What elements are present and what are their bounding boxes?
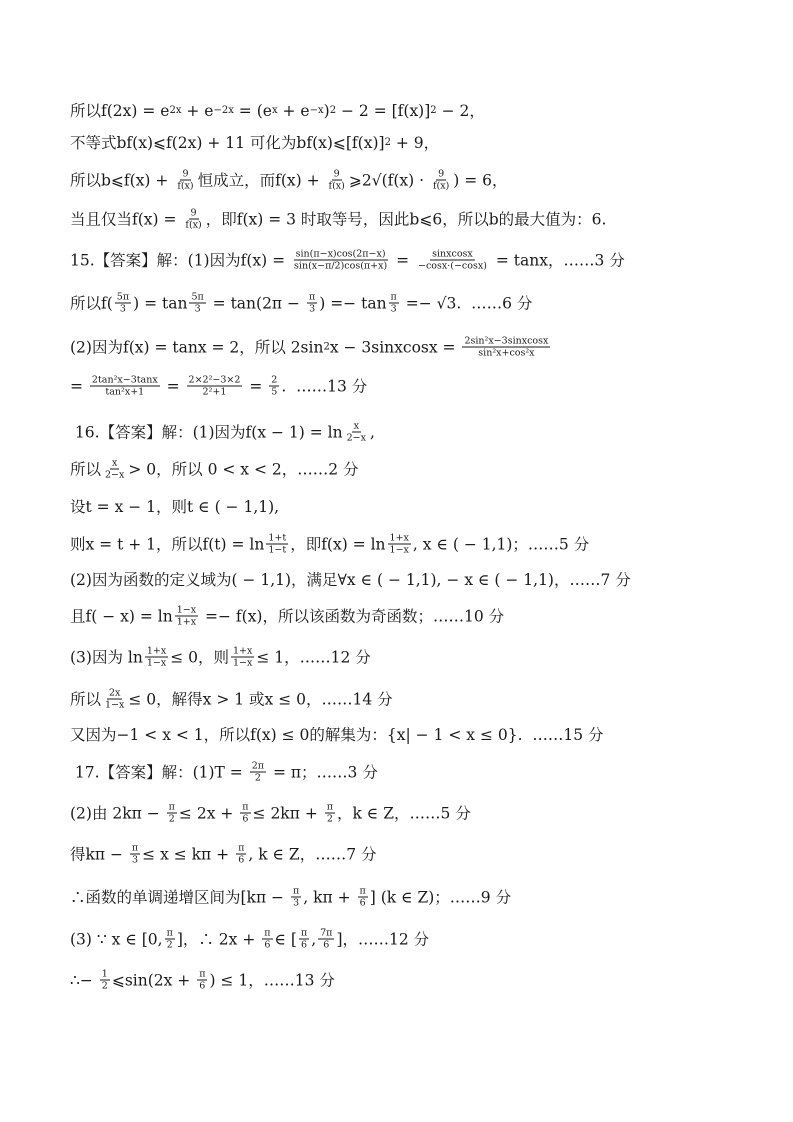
- text-segment: 设t = x − 1，则t ∈ ( − 1,1),: [70, 498, 280, 516]
- numerator: π: [390, 291, 397, 303]
- fraction: [325, 802, 335, 825]
- denominator: 6: [323, 939, 330, 951]
- text-segment: ，即f(x) = 3 时取等号，因此b⩽6，所以b的最大值为：6.: [205, 210, 607, 228]
- text-segment: ] (k ∈ Z)；……9 分: [369, 888, 512, 906]
- text-segment: ≤ 2x +: [178, 804, 239, 822]
- numerator: π: [131, 842, 139, 854]
- text-segment: ，即f(x) = ln: [290, 535, 386, 553]
- fraction: [115, 292, 131, 315]
- numerator: 5π: [191, 291, 204, 303]
- fraction: [165, 928, 175, 951]
- denominator: 2: [254, 772, 261, 784]
- text-line: [70, 886, 511, 909]
- text-segment: ≤ 2kπ +: [252, 804, 323, 822]
- text-line: [70, 497, 279, 517]
- fraction: [189, 292, 205, 315]
- text-segment: =− f(x)，所以该函数为奇函数；……10 分: [200, 607, 505, 625]
- numerator: π: [300, 927, 308, 939]
- numerator: π: [326, 801, 333, 813]
- text-segment: , k ∈ Z，……7 分: [248, 845, 377, 863]
- text-segment: (3) ∵ x ∈ [0,: [70, 930, 163, 948]
- text-segment: 不等式bf(x)⩽f(2x) + 11 可化为bf(x)⩽[f(x)]: [70, 134, 385, 152]
- denominator: tan²x+1: [105, 386, 145, 398]
- numerator: 1+t: [268, 532, 287, 544]
- text-segment: ∴函数的单调递增区间为[kπ −: [70, 888, 289, 906]
- text-segment: ) ≤ 1，……13 分: [209, 971, 335, 989]
- text-segment: + e: [181, 102, 214, 120]
- denominator: 6: [238, 854, 245, 866]
- text-segment: =: [161, 377, 185, 395]
- text-segment: =: [70, 377, 88, 395]
- text-line: [70, 688, 393, 711]
- text-segment: 恒成立，而f(x) +: [197, 171, 325, 189]
- denominator: 3: [293, 897, 300, 909]
- text-segment: 又因为−1 < x < 1，所以f(x) ≤ 0的解集为：{x| − 1 < x ≤ 0}. ……15 分: [70, 726, 604, 744]
- denominator: 2: [166, 939, 173, 951]
- text-segment: ) =− tan: [319, 294, 387, 312]
- text-segment: ≤ 0，则: [170, 648, 229, 666]
- fraction: [318, 928, 334, 951]
- denominator: 1−t: [268, 544, 287, 556]
- text-segment: 则x = t + 1，所以f(t) = ln: [70, 535, 265, 553]
- text-segment: ⩽sin(2x +: [111, 971, 196, 989]
- text-segment: ) = 6，: [453, 171, 508, 189]
- text-line: [70, 421, 375, 444]
- numerator: 2π: [251, 760, 265, 772]
- fraction: [291, 886, 301, 909]
- fraction: [90, 375, 160, 398]
- text-segment: ≤ x ≤ kπ +: [142, 845, 235, 863]
- fraction: [250, 761, 266, 784]
- fraction: [175, 169, 195, 192]
- text-line: [70, 375, 367, 398]
- fraction: [307, 292, 317, 315]
- text-line: [70, 533, 589, 556]
- fraction: [240, 802, 250, 825]
- denominator: 6: [199, 980, 206, 992]
- text-segment: (3)因为 ln: [70, 648, 143, 666]
- denominator: 1−x: [105, 699, 125, 711]
- numerator: 1−x: [176, 604, 197, 616]
- numerator: π: [199, 968, 206, 980]
- text-segment: = tanx，……3 分: [490, 251, 625, 269]
- numerator: π: [242, 801, 249, 813]
- text-segment: ]，……12 分: [336, 930, 430, 948]
- numerator: π: [308, 291, 316, 303]
- text-segment: 所以f(2x) = e: [70, 102, 170, 120]
- text-line: [70, 969, 335, 992]
- text-line: [70, 928, 429, 951]
- numerator: 2x: [109, 687, 121, 699]
- text-line: [70, 802, 471, 825]
- denominator: f(x): [177, 180, 194, 192]
- numerator: 2sin²x−3sinxcosx: [464, 335, 549, 347]
- text-line: [70, 208, 606, 231]
- text-segment: (2)因为函数的定义域为( − 1,1)，满足∀x ∈ ( − 1,1), − x ∈ ( − 1,1)，……7 分: [70, 571, 631, 589]
- denominator: 3: [390, 303, 397, 315]
- text-line: 所以f(2x) = e 2x + e −2x = (e x + e −x ) 2 − 2 = [f(x)] 2 − 2，: [70, 102, 485, 120]
- fraction: [103, 458, 126, 481]
- fraction: [345, 421, 368, 444]
- denominator: 2: [168, 813, 175, 825]
- denominator: 2−x: [346, 432, 366, 444]
- denominator: sin²x+cos²x: [478, 347, 535, 359]
- text-segment: = tan(2π −: [207, 294, 305, 312]
- text-segment: 15.【答案】解：(1)因为f(x) =: [70, 251, 291, 269]
- denominator: 6: [242, 813, 249, 825]
- text-segment: ⩾2√(f(x) ·: [348, 171, 429, 189]
- numerator: sin(π−x)cos(2π−x): [295, 248, 386, 260]
- numerator: 2×2²−3×2: [188, 374, 241, 386]
- denominator: f(x): [432, 180, 450, 192]
- text-segment: ∴−: [70, 971, 98, 989]
- text-segment: 得kπ −: [70, 845, 128, 863]
- text-segment: ≤ 0，解得x > 1 或x ≤ 0，……14 分: [128, 690, 393, 708]
- text-segment: − 2，: [436, 102, 485, 120]
- fraction: [358, 886, 368, 909]
- denominator: 3: [119, 303, 126, 315]
- text-line: [70, 843, 376, 866]
- text-segment: 16.【答案】解：(1)因为f(x − 1) = ln: [70, 423, 343, 441]
- numerator: 1+x: [146, 645, 167, 657]
- text-line: [70, 761, 378, 784]
- text-segment: (2)因为f(x) = tanx = 2，所以 2sin: [70, 338, 324, 356]
- numerator: π: [168, 801, 175, 813]
- numerator: 9: [190, 207, 197, 219]
- fraction: [388, 533, 411, 556]
- text-segment: > 0，所以 0 < x < 2，……2 分: [128, 460, 359, 478]
- fraction: [266, 533, 288, 556]
- text-segment: − 2 = [f(x)]: [336, 102, 431, 120]
- text-segment: 所以b⩽f(x) +: [70, 171, 174, 189]
- denominator: f(x): [185, 219, 202, 231]
- text-segment: 当且仅当f(x) =: [70, 210, 182, 228]
- text-line: [70, 605, 504, 628]
- fraction: [389, 292, 399, 315]
- text-line: 不等式bf(x)⩽f(2x) + 11 可化为bf(x)⩽[f(x)] 2 + 9，: [70, 134, 440, 152]
- text-segment: ]，∴ 2x +: [176, 930, 261, 948]
- text-segment: ∈ [: [274, 930, 297, 948]
- fraction: [103, 688, 126, 711]
- denominator: 6: [264, 939, 271, 951]
- text-line: [70, 292, 532, 315]
- text-segment: ,: [369, 423, 375, 441]
- text-segment: + 9，: [390, 134, 440, 152]
- text-segment: = (e: [233, 102, 272, 120]
- denominator: 2−x: [105, 469, 125, 481]
- fraction: [100, 969, 110, 992]
- denominator: −cosx·(−cosx): [418, 260, 487, 272]
- text-segment: ,: [311, 930, 317, 948]
- text-segment: 所以f(: [70, 294, 113, 312]
- numerator: 1+x: [389, 532, 409, 544]
- text-segment: ≤ 1，……12 分: [256, 648, 371, 666]
- numerator: 9: [438, 168, 445, 180]
- numerator: π: [166, 927, 173, 939]
- denominator: 3: [309, 303, 316, 315]
- fraction: [197, 969, 207, 992]
- numerator: 1: [101, 968, 108, 980]
- numerator: 9: [182, 168, 189, 180]
- numerator: 5π: [116, 291, 130, 303]
- fraction: [167, 802, 177, 825]
- text-segment: =: [391, 251, 415, 269]
- fraction: [292, 249, 389, 272]
- numerator: π: [359, 885, 366, 897]
- text-segment: + e: [277, 102, 310, 120]
- fraction: [175, 605, 198, 628]
- text-segment: ): [323, 102, 330, 120]
- denominator: 6: [359, 897, 366, 909]
- text-segment: 所以: [70, 460, 102, 478]
- denominator: 3: [132, 854, 139, 866]
- text-segment: , kπ +: [303, 888, 356, 906]
- fraction: [145, 646, 168, 669]
- denominator: 2²+1: [202, 386, 227, 398]
- denominator: 1−x: [146, 657, 167, 669]
- numerator: 2: [271, 374, 278, 386]
- text-segment: =: [244, 377, 268, 395]
- text-line: [70, 458, 359, 481]
- denominator: 1+x: [176, 616, 197, 628]
- numerator: sinxcosx: [432, 248, 473, 260]
- text-segment: 且f( − x) = ln: [70, 607, 173, 625]
- text-segment: 所以: [70, 690, 102, 708]
- fraction: [269, 375, 279, 398]
- denominator: 6: [301, 939, 308, 951]
- denominator: 1−x: [389, 544, 409, 556]
- denominator: 2: [101, 980, 108, 992]
- text-segment: =− √3. ……6 分: [400, 294, 533, 312]
- text-line: [70, 570, 631, 590]
- denominator: sin(x−π/2)cos(π+x): [294, 260, 388, 272]
- denominator: 5: [271, 386, 278, 398]
- text-segment: x − 3sinxcosx =: [329, 338, 461, 356]
- fraction: [187, 375, 243, 398]
- numerator: 7π: [320, 927, 333, 939]
- numerator: x: [353, 420, 359, 432]
- text-segment: = π；……3 分: [268, 763, 378, 781]
- text-segment: ，k ∈ Z，……5 分: [336, 804, 471, 822]
- denominator: f(x): [328, 180, 345, 192]
- text-line: [70, 646, 371, 669]
- denominator: 3: [194, 303, 201, 315]
- numerator: 9: [333, 168, 340, 180]
- fraction: [416, 249, 489, 272]
- numerator: 2tan²x−3tanx: [91, 374, 158, 386]
- fraction: [262, 928, 272, 951]
- text-segment: ) = tan: [133, 294, 188, 312]
- fraction: [130, 843, 140, 866]
- numerator: π: [292, 885, 300, 897]
- denominator: 1−x: [232, 657, 253, 669]
- fraction: [236, 843, 246, 866]
- fraction: [327, 169, 347, 192]
- text-segment: (2)由 2kπ −: [70, 804, 165, 822]
- text-line: [70, 249, 625, 272]
- fraction: [431, 169, 451, 192]
- fraction: [231, 646, 254, 669]
- numerator: 1+x: [232, 645, 253, 657]
- text-segment: . ……13 分: [281, 377, 368, 395]
- denominator: 2: [326, 813, 333, 825]
- text-line: (2)因为f(x) = tanx = 2，所以 2sin 2 x − 3sinxcosx = $\frac{\text{2sin²x−3sinxcosx}}{\text{sin²x+cos²x}}$: [70, 335, 549, 359]
- text-line: [70, 169, 508, 192]
- text-line: [70, 725, 604, 745]
- fraction: [299, 928, 309, 951]
- numerator: π: [264, 927, 271, 939]
- text-segment: 17.【答案】解：(1)T =: [70, 763, 248, 781]
- text-segment: , x ∈ ( − 1,1)；……5 分: [412, 535, 590, 553]
- fraction: [462, 336, 550, 359]
- numerator: x: [112, 457, 118, 469]
- fraction: [183, 208, 203, 231]
- numerator: π: [238, 842, 245, 854]
